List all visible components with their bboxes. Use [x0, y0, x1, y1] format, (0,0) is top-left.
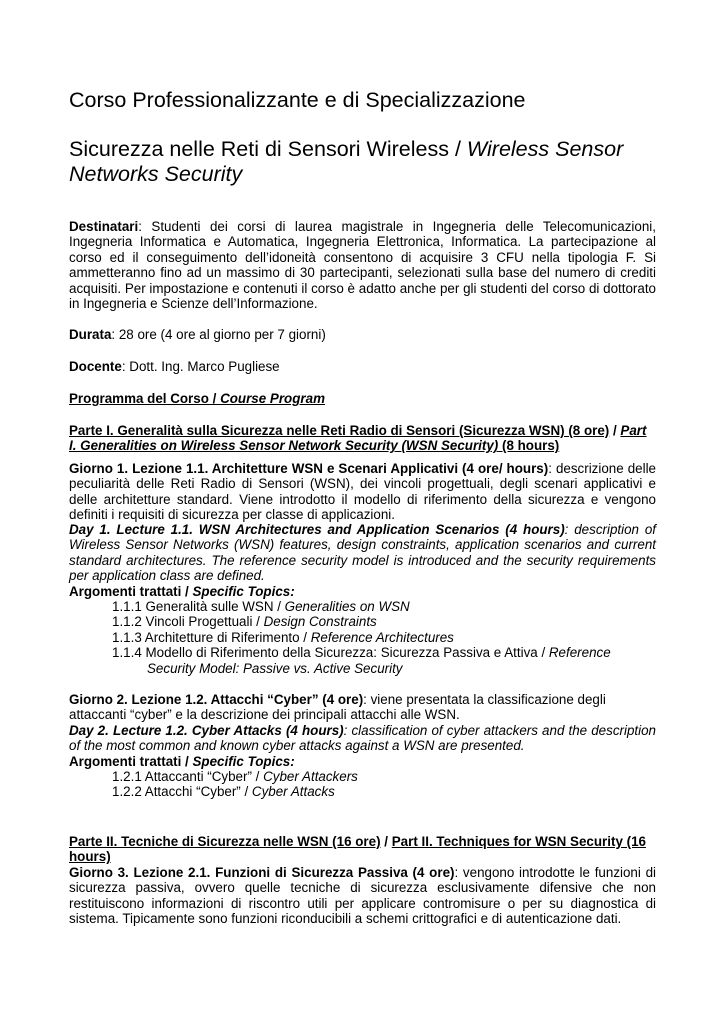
day1-topic-list [69, 599, 699, 676]
program-heading-it: Programma del Corso / [69, 391, 221, 406]
day2-it-head: Giorno 2. Lezione 1.2. Attacchi “Cyber” (4 ore) [69, 692, 364, 707]
part2-heading-it: Parte II. Tecniche di Sicurezza nelle WSN (16 ore) [69, 834, 381, 849]
day3-it-paragraph [69, 865, 656, 927]
day1-topics-heading: Argomenti trattati / Specific Topics: [69, 584, 295, 599]
list-item: 1.1.4 Modello di Riferimento della Sicurezza: Sicurezza Passiva e Attiva / Reference [112, 645, 611, 661]
list-item: 1.1.1 Generalità sulle WSN / Generalities on WSN [112, 599, 410, 614]
course-title-it: Sicurezza nelle Reti di Sensori Wireless / [69, 137, 467, 161]
course-title-en: Wireless Sensor Networks Security [69, 137, 624, 186]
day1-en-paragraph [69, 522, 656, 584]
docente-text: : Dott. Ing. Marco Pugliese [121, 359, 280, 374]
part1-heading-hours: (8 hours) [498, 438, 560, 454]
day2-en-text: : classification of cyber attackers and the description of the most common and known cyber attacks against a WSN are presented. [69, 723, 656, 754]
day1-en-head: Day 1. Lecture 1.1. WSN Architectures and Application Scenarios (4 hours) [69, 522, 565, 537]
part1-heading: Parte I. Generalità sulla Sicurezza nelle Reti Radio di Sensori (Sicurezza WSN) (8 ore) / Part I. Generalities on Wireless Sensor Network Security (WSN Security) (8 hours) [69, 423, 647, 454]
list-item: 1.2.2 Attacchi “Cyber” / Cyber Attacks [112, 784, 335, 800]
docente-line [69, 359, 656, 374]
day3-it-text: : vengono introdotte le funzioni di sicurezza passiva, ovvero quelle tecniche di sicurezza esclusivamente difensive che non restituiscono informazioni di riscontro utili per applicare contromisure o per su diagnostica di sistema. Tipicamente sono funzioni riconducibili a schemi crittografici e di autenticazione dati. [69, 865, 656, 927]
list-item: 1.1.2 Vincoli Progettuali / Design Constraints [112, 614, 377, 630]
page-title: Corso Professionalizzante e di Specializzazione [69, 88, 526, 112]
destinatari-paragraph [69, 219, 656, 311]
docente-label: Docente [69, 359, 122, 374]
day1-it-head: Giorno 1. Lezione 1.1. Architetture WSN e Scenari Applicativi (4 ore/ hours) [69, 461, 549, 476]
day2-topics-heading: Argomenti trattati / Specific Topics: [69, 754, 295, 769]
list-item: 1.1.3 Architetture di Riferimento / Reference Architectures [112, 629, 454, 645]
program-heading-en: Course Program [220, 391, 325, 406]
part2-heading-en: Part II. Techniques for WSN Security (16 hours) [69, 834, 646, 865]
part2-heading: Parte II. Tecniche di Sicurezza nelle WSN (16 ore) / Part II. Techniques for WSN Security (16 hours) [69, 834, 646, 865]
durata-line [69, 327, 656, 342]
part1-heading-it: Parte I. Generalità sulla Sicurezza nelle Reti Radio di Sensori (Sicurezza WSN) (8 ore) [69, 423, 610, 438]
durata-label: Durata [69, 327, 112, 342]
day1-en-text: : description of Wireless Sensor Networks (WSN) features, design constraints, application scenarios and current standard architectures. The reference security model is introduced and the security requirements per application class are defined. [69, 522, 656, 584]
day1-it-paragraph [69, 461, 656, 523]
list-item-continuation: Security Model: Passive vs. Active Security [147, 660, 403, 676]
part1-heading-en: Part I. Generalities on Wireless Sensor Network Security (WSN Security) [69, 423, 647, 454]
durata-text: : 28 ore (4 ore al giorno per 7 giorni) [111, 327, 326, 342]
day2-en-paragraph [69, 723, 656, 754]
day2-topic-list [69, 769, 699, 800]
day2-it-text: : viene presentata la classificazione degli attaccanti “cyber” e la descrizione dei principali attacchi alle WSN. [69, 692, 606, 723]
day2-it-paragraph [69, 692, 656, 723]
program-heading [69, 391, 656, 406]
destinatari-text: : Studenti dei corsi di laurea magistrale in Ingegneria delle Telecomunicazioni, Ingegneria Informatica e Automatica, Ingegneria Elettronica, Informatica. La partecipazione al corso ed il conseguimento dell’idoneità consentono di acquisire 3 CFU nella tipologia F. Si ammetteranno fino ad un massimo di 30 partecipanti, selezionati sulla base del numero di crediti acquisiti. Per impostazione e contenuti il corso è adatto anche per gli studenti del corso di dottorato in Ingegneria e Scienze dell’Informazione. [69, 219, 656, 312]
day2-en-head: Day 2. Lecture 1.2. Cyber Attacks (4 hours) [69, 723, 344, 738]
day1-it-text: : descrizione delle peculiarità delle Reti Radio di Sensori (WSN), dei vincoli progettuali, degli scenari applicativi e delle architetture standard. Viene introdotto il modello di riferimento della sicurezza e vengono definiti i requisiti di sicurezza per classe di applicazioni. [69, 461, 656, 523]
day3-it-head: Giorno 3. Lezione 2.1. Funzioni di Sicurezza Passiva (4 ore) [69, 865, 455, 880]
list-item: 1.2.1 Attaccanti “Cyber” / Cyber Attackers [112, 769, 358, 784]
course-title [69, 137, 656, 187]
destinatari-label: Destinatari [69, 219, 139, 234]
